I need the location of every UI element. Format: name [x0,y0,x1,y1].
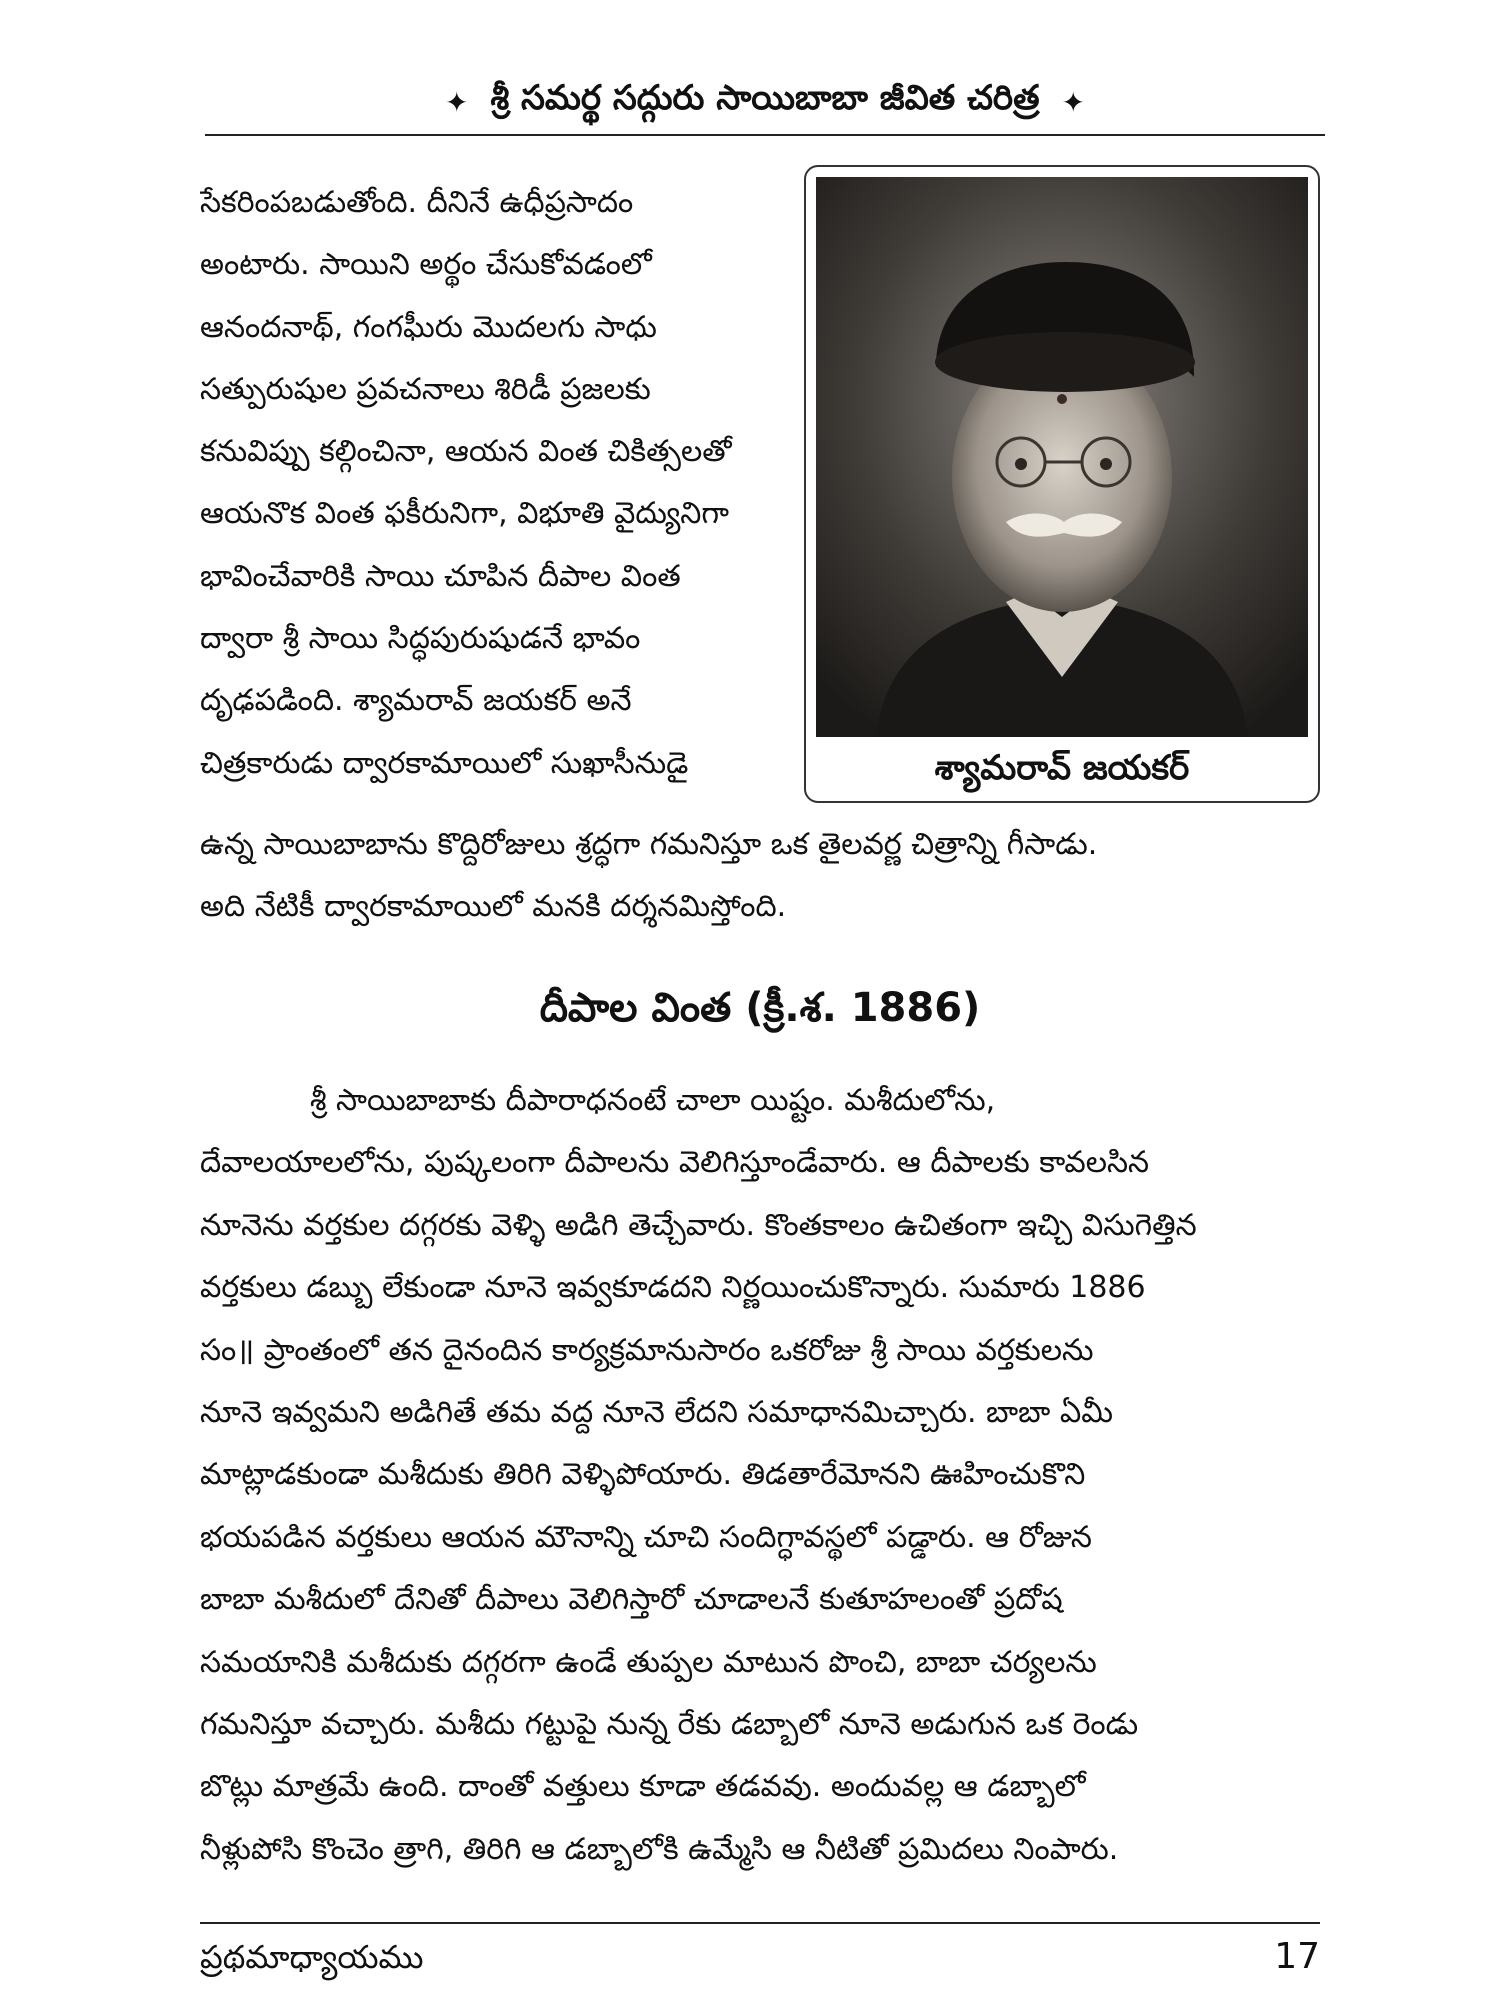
book-title: శ్రీ సమర్థ సద్గురు సాయిబాబా జీవిత చరిత్ర [490,78,1040,118]
text-line: గమనిస్తూ వచ్చారు. మశీదు గట్టుపై నున్న రేకు డబ్బాలో నూనె అడుగున ఒక రెండు [200,1707,1139,1743]
text-line: అంటారు. సాయిని అర్థం చేసుకోవడంలో [200,247,652,283]
footer-divider [200,1922,1320,1924]
text-line: దృఢపడింది. శ్యామరావ్ జయకర్ అనే [200,683,632,719]
text-line: నూనె ఇవ్వమని అడిగితే తమ వద్ద నూనె లేదని సమాధానమిచ్చారు. బాబా ఏమీ [200,1395,1113,1431]
text-line: ద్వారా శ్రీ సాయి సిద్ధపురుషుడనే భావం [200,621,641,657]
text-line: మాట్లాడకుండా మశీదుకు తిరిగి వెళ్ళిపోయారు. తిడతారేమోనని ఊహించుకొని [200,1457,1086,1493]
text-line: సత్పురుషుల ప్రవచనాలు శిరిడీ ప్రజలకు [200,371,651,407]
text-line: ఆయనొక వింత ఫకీరునిగా, విభూతి వైద్యునిగా [200,496,730,532]
text-line: అది నేటికీ ద్వారకామాయిలో మనకి దర్శనమిస్తోంది. [200,889,787,925]
chapter-name: ప్రథమాధ్యాయము [200,1938,424,1976]
text-line: దేవాలయాలలోను, పుష్కలంగా దీపాలను వెలిగిస్తూండేవారు. ఆ దీపాలకు కావలసిన [200,1145,1150,1181]
text-line: కనువిప్పు కల్గించినా, ఆయన వింత చికిత్సలతో [200,434,732,470]
text-line: భావించేవారికి సాయి చూపిన దీపాల వింత [200,558,681,594]
paragraph-continuation [200,814,1320,939]
portrait-photo [816,177,1308,737]
portrait-caption: శ్యామరావ్ జయకర్ [934,748,1190,788]
column-paragraph [200,172,792,795]
text-line: సమయానికి మశీదుకు దగ్గరగా ఉండే తుప్పల మాటున పొంచి, బాబా చర్యలను [200,1644,1097,1680]
star-ornament-left-icon: ✦ [445,85,469,119]
text-line: ఆనందనాథ్, గంగఘీరు మొదలగు సాధు [200,309,657,345]
text-line: సం॥ ప్రాంతంలో తన దైనందిన కార్యక్రమానుసారం ఒకరోజు శ్రీ సాయి వర్తకులను [200,1332,1094,1368]
text-line: చిత్రకారుడు ద్వారకామాయిలో సుఖాసీనుడై [200,745,689,781]
text-line: భయపడిన వర్తకులు ఆయన మౌనాన్ని చూచి సందిగ్ధావస్థలో పడ్డారు. ఆ రోజున [200,1519,1092,1555]
text-line: శ్రీ సాయిబాబాకు దీపారాధనంటే చాలా యిష్టం. మశీదులోను, [310,1083,996,1118]
header-divider [205,134,1325,136]
section-heading: దీపాల వింత (క్రీ.శ. 1886) [539,985,981,1031]
star-ornament-right-icon: ✦ [1061,85,1085,119]
running-header [205,74,1325,130]
text-line: బొట్లు మాత్రమే ఉంది. దాంతో వత్తులు కూడా తడవవు. అందువల్ల ఆ డబ్బాలో [200,1769,1086,1805]
text-line: నీళ్లుపోసి కొంచెం త్రాగి, తిరిగి ఆ డబ్బాలోకి ఉమ్మేసి ఆ నీటితో ప్రమిదలు నింపారు. [200,1831,1119,1867]
text-line: వర్తకులు డబ్బు లేకుండా నూనె ఇవ్వకూడదని నిర్ణయించుకొన్నారు. సుమారు 1886 [200,1270,1146,1306]
text-line: బాబా మశీదులో దేనితో దీపాలు వెలిగిస్తారో చూడాలనే కుతూహలంతో ప్రదోష [200,1582,1063,1618]
text-line: నూనెను వర్తకుల దగ్గరకు వెళ్ళి అడిగి తెచ్చేవారు. కొంతకాలం ఉచితంగా ఇచ్చి విసుగెత్తిన [200,1207,1197,1243]
text-line: ఉన్న సాయిబాబాను కొద్దిరోజులు శ్రద్ధగా గమనిస్తూ ఒక తైలవర్ణ చిత్రాన్ని గీసాడు. [200,827,1098,862]
body-paragraph [200,1070,1320,1881]
portrait-frame [804,165,1320,803]
text-line: సేకరింపబడుతోంది. దీనినే ఉధీప్రసాదం [200,185,634,220]
page-number: 17 [1274,1936,1320,1977]
